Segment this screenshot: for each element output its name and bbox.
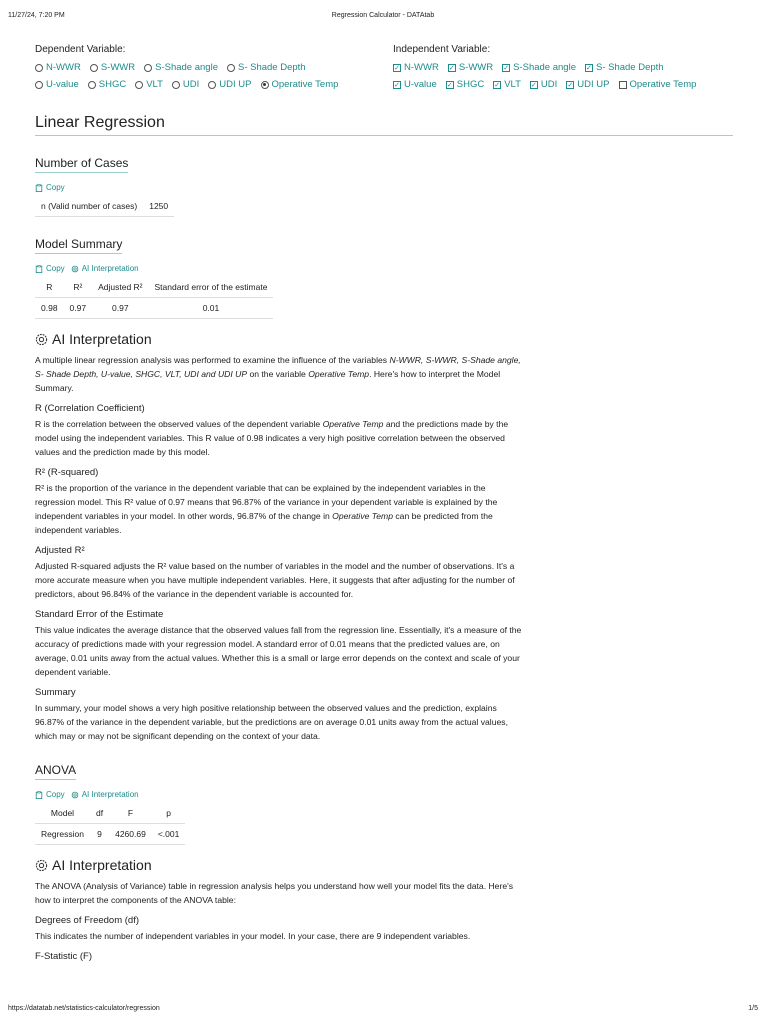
dependent-radio-udi-up[interactable] [208,79,251,90]
column-header: R² [64,277,93,298]
table-cell: Regression [35,824,90,845]
option-label: S-WWR [458,62,494,73]
ai-label: AI Interpretation [81,264,139,273]
dependent-variable-title: Dependent Variable: [35,44,126,55]
column-header: p [152,803,186,824]
ai-gear-icon [35,859,48,872]
table-cell: <.001 [152,824,186,845]
model-summary-ai-button[interactable] [71,264,139,273]
table-cell: 4260.69 [109,824,152,845]
option-label: Operative Temp [629,79,697,90]
table-row [35,196,174,217]
dependent-radio-n-wwr[interactable] [35,62,81,73]
cases-copy-button[interactable] [35,183,65,192]
print-doc-title: Regression Calculator - DATAtab [331,12,435,19]
ai-label: AI Interpretation [81,790,139,799]
r2-subtitle: R² (R-squared) [35,467,99,478]
cases-title: Number of Cases [35,156,128,173]
r2-paragraph: R² is the proportion of the variance in the dependent variable that can be explained by the independent variables in the regression model. This R² value of 0.97 means that 96.87% of the variance in your dependent variable is explained by the independent variables in your model. In other words, 96.87% of the change in Operative Temp can be predicted from the independent variables. [35,483,498,535]
checkbox-checked-icon[interactable]: ✓ [567,81,574,89]
option-label: UDI UP [219,79,252,90]
dependent-radio-s-shade-depth[interactable] [227,62,306,73]
ai-interpretation-title: AI Interpretation [52,857,152,873]
dependent-radio-operative-temp[interactable] [261,79,339,90]
radio-icon[interactable] [261,81,269,89]
radio-icon[interactable] [227,64,235,72]
ai-gear-icon [35,333,48,346]
summary-paragraph: In summary, your model shows a very high positive relationship between the observed values and the prediction, explains 96.87% of the variance in the dependent variable, but the predictions are on average 0.01 units away from the actual values, which may or may not be significant depending on the context of your data. [35,703,508,741]
independent-checkbox-n-wwr[interactable] [393,62,439,73]
cases-section [35,154,735,217]
option-label: U-value [46,79,79,90]
radio-icon[interactable] [90,64,98,72]
column-header: Model [35,803,90,824]
dependent-variable-group [35,44,338,96]
option-label: S-Shade angle [513,62,576,73]
table-cell: 0.01 [149,298,274,319]
independent-checkbox-operative-temp[interactable] [619,79,697,90]
dependent-radio-shgc[interactable] [88,79,126,90]
radio-icon[interactable] [172,81,180,89]
cases-label-cell: n (Valid number of cases) [35,196,143,217]
anova-intro-paragraph: The ANOVA (Analysis of Variance) table in regression analysis helps you understand how well your model fits the data. Here's how to interpret the components of the ANOVA table: [35,881,514,905]
page-title: Linear Regression [35,114,733,136]
print-header [8,12,758,19]
dependent-radio-vlt[interactable] [135,79,163,90]
ai-gear-icon [71,791,79,799]
option-label: N-WWR [404,62,439,73]
variable-selector [35,44,735,100]
dependent-radio-s-shade-angle[interactable] [144,62,218,73]
dependent-radio-u-value[interactable] [35,79,79,90]
clipboard-icon [35,265,43,273]
independent-options-row-1 [393,62,696,73]
dependent-radio-s-wwr[interactable] [90,62,135,73]
table-cell: 0.97 [64,298,93,319]
model-summary-table [35,277,273,319]
table-cell: 0.98 [35,298,64,319]
print-page-number: 1/5 [748,1005,758,1012]
summary-subtitle: Summary [35,687,76,698]
model-summary-copy-button[interactable] [35,264,65,273]
option-label: VLT [504,79,521,90]
independent-checkbox-shgc[interactable] [446,79,484,90]
adjusted-r2-paragraph: Adjusted R-squared adjusts the R² value based on the number of variables in the model and the number of observations. It's a more accurate measure when you have multiple independent variables. Here, it suggests that after adjusting for the number of predictors, about 96.84% of the variance in the dependent variable is accounted for. [35,561,515,599]
cases-table [35,196,174,217]
radio-icon[interactable] [35,64,43,72]
independent-checkbox-s-shade-depth[interactable] [585,62,664,73]
checkbox-checked-icon[interactable]: ✓ [586,64,592,72]
ai-interpretation-title: AI Interpretation [52,331,152,347]
checkbox-checked-icon[interactable]: ✓ [448,64,455,72]
checkbox-checked-icon[interactable]: ✓ [394,64,400,72]
ai-intro-paragraph: A multiple linear regression analysis was performed to examine the influence of the variables N-WWR, S-WWR, S-Shade angle, S- Shade Depth, U-value, SHGC, VLT, UDI and UDI UP on the variable Operative Temp. Here's how to interpret the Model Summary. [35,355,521,393]
table-cell: 9 [90,824,109,845]
dependent-options-row-1 [35,62,338,73]
ai-interpretation-anova [35,857,735,962]
column-header: df [90,803,109,824]
checkbox-checked-icon[interactable]: ✓ [494,81,501,89]
column-header: F [109,803,152,824]
independent-options-row-2 [393,79,696,90]
standard-error-subtitle: Standard Error of the Estimate [35,609,164,620]
anova-section [35,761,735,845]
ai-interpretation-model-summary [35,331,735,743]
radio-icon[interactable] [144,64,152,72]
dependent-options-row-2 [35,79,338,90]
option-label: VLT [146,79,163,90]
df-paragraph: This indicates the number of independent variables in your model. In your case, there are 9 independent variables. [35,931,471,941]
standard-error-paragraph: This value indicates the average distance that the observed values fall from the regression line. Essentially, it's a measure of the accuracy of predictions made with your regression model. A standard error of 0.01 means that the predicted values are, on average, 0.01 units away from the actual values. Whether this is a small or large error depends on the context and scale of your dependent variable. [35,625,522,677]
ai-gear-icon [71,265,79,273]
r-paragraph: R is the correlation between the observed values of the dependent variable Operative Temp and the predictions made by the model using the independent variables. This R value of 0.98 indicates a very high positive correlation between the observed values and the prediction made by this model. [35,419,509,457]
clipboard-icon [35,184,43,192]
model-summary-section [35,235,735,319]
main-content [35,44,735,965]
option-label: S- Shade Depth [595,62,664,73]
model-summary-title: Model Summary [35,237,122,254]
independent-checkbox-u-value[interactable] [393,79,437,90]
option-label: Operative Temp [271,79,339,90]
independent-variable-group [393,44,696,96]
print-footer [8,1005,758,1012]
clipboard-icon [35,791,43,799]
option-label: SHGC [98,79,127,90]
option-label: SHGC [456,79,485,90]
dependent-radio-udi[interactable] [172,79,199,90]
option-label: UDI [182,79,200,90]
copy-label: Copy [46,790,65,799]
independent-checkbox-udi-up[interactable] [566,79,609,90]
radio-icon[interactable] [35,81,43,89]
column-header: Standard error of the estimate [149,277,274,298]
option-label: U-value [404,79,437,90]
anova-title: ANOVA [35,763,76,780]
radio-icon[interactable] [135,81,143,89]
independent-checkbox-udi[interactable] [530,79,557,90]
r-subtitle: R (Correlation Coefficient) [35,403,145,414]
checkbox-empty-icon[interactable] [619,81,627,89]
option-label: UDI [540,79,558,90]
df-subtitle: Degrees of Freedom (df) [35,915,140,926]
option-label: UDI UP [577,79,610,90]
independent-variable-title: Independent Variable: [393,44,491,55]
option-label: S-Shade angle [155,62,218,73]
independent-checkbox-s-wwr[interactable] [448,62,493,73]
table-header-row [35,277,273,298]
table-cell: 0.97 [92,298,148,319]
option-label: N-WWR [46,62,81,73]
cases-copy-label: Copy [46,183,65,192]
print-url: https://datatab.net/statistics-calculator/regression [8,1005,160,1012]
checkbox-checked-icon[interactable]: ✓ [394,81,400,89]
anova-ai-button[interactable] [71,790,139,799]
checkbox-checked-icon[interactable]: ✓ [446,81,453,89]
table-row [35,298,273,319]
option-label: S- Shade Depth [237,62,306,73]
anova-table [35,803,185,845]
adjusted-r2-subtitle: Adjusted R² [35,545,85,556]
independent-checkbox-s-shade-angle[interactable] [502,62,576,73]
checkbox-checked-icon[interactable]: ✓ [530,81,537,89]
radio-icon[interactable] [88,81,96,89]
table-header-row [35,803,185,824]
independent-checkbox-vlt[interactable] [493,79,521,90]
checkbox-checked-icon[interactable]: ✓ [503,64,510,72]
table-row [35,824,185,845]
anova-copy-button[interactable] [35,790,65,799]
radio-icon[interactable] [208,81,216,89]
option-label: S-WWR [100,62,136,73]
print-datetime: 11/27/24, 7:20 PM [8,12,65,19]
f-statistic-subtitle: F-Statistic (F) [35,951,92,962]
column-header: R [35,277,64,298]
cases-value-cell: 1250 [143,196,174,217]
column-header: Adjusted R² [92,277,148,298]
copy-label: Copy [46,264,65,273]
